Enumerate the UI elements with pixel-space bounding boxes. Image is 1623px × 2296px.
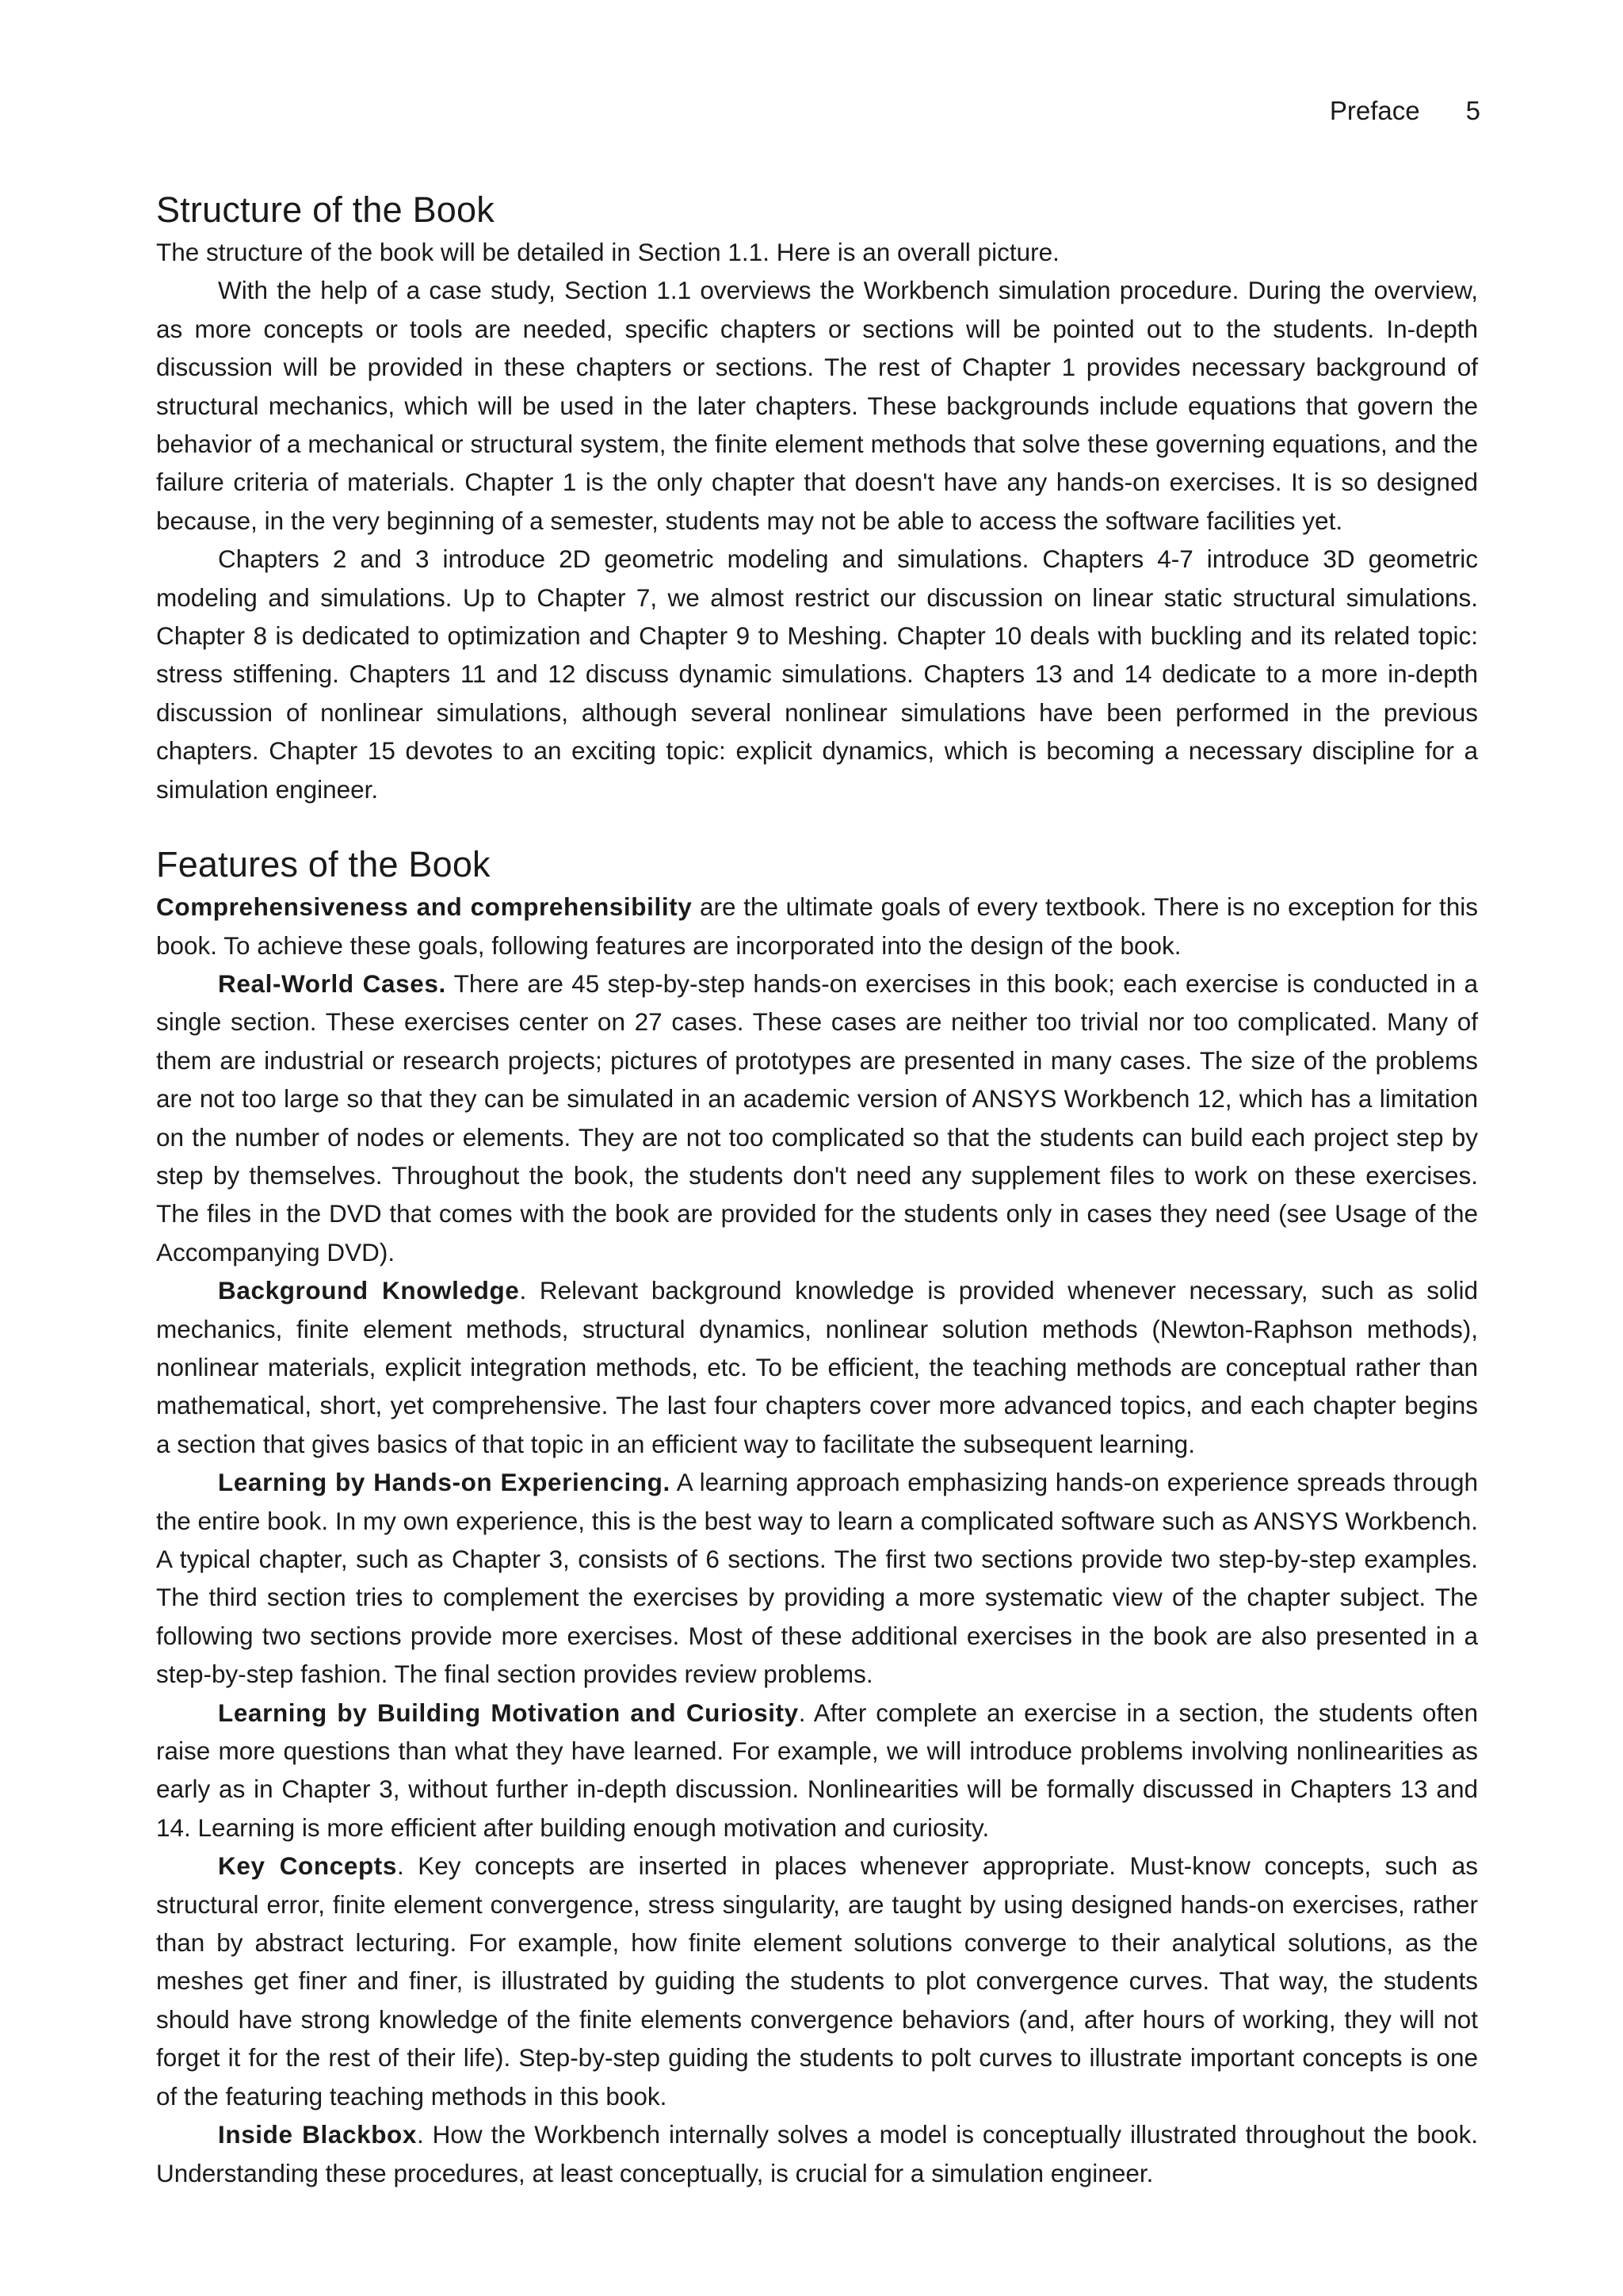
feature-keyword: Background Knowledge <box>218 1276 520 1305</box>
feature-keyword: Learning by Hands-on Experiencing. <box>218 1468 670 1497</box>
feature-text: . How the Workbench internally solves a model is conceptually illustrated throughout the book. Understanding these procedures, at least conceptually, is crucial for a simulation engineer. <box>156 2120 1478 2187</box>
features-section <box>156 842 1478 2192</box>
feature-key-concepts <box>156 1847 1478 2115</box>
feature-text: . Relevant background knowledge is provided whenever necessary, such as solid mechanics, finite element methods, structural dynamics, nonlinear solution methods (Newton-Raphson methods), nonlinear materials, explicit integration methods, etc. To be efficient, the teaching methods are conceptual rather than mathematical, short, yet comprehensive. The last four chapters cover more advanced topics, and each chapter begins a section that gives basics of that topic in an efficient way to facilitate the subsequent learning. <box>156 1276 1478 1458</box>
structure-section <box>156 187 1478 808</box>
page-content <box>156 187 1478 2192</box>
features-heading: Features of the Book <box>156 844 491 885</box>
feature-keyword: Real-World Cases. <box>218 968 446 998</box>
structure-paragraph-1: The structure of the book will be detailed in Section 1.1. Here is an overall picture. <box>156 238 1060 266</box>
structure-paragraph-3: Chapters 2 and 3 introduce 2D geometric modeling and simulations. Chapters 4-7 introduce 3D geometric modeling and simulations. Up to Chapter 7, we almost restrict our discussion on linear static structural simulations. Chapter 8 is dedicated to optimization and Chapter 9 to Meshing. Chapter 10 deals with buckling and its related topic: stress stiffening. Chapters 11 and 12 discuss dynamic simulations. Chapters 13 and 14 dedicate to a more in-depth discussion of nonlinear simulations, although several nonlinear simulations have been performed in the previous chapters. Chapter 15 devotes to an exciting topic: explicit dynamics, which is becoming a necessary discipline for a simulation engineer. <box>156 544 1478 804</box>
feature-keyword: Inside Blackbox <box>218 2120 417 2149</box>
feature-keyword: Learning by Building Motivation and Curiosity <box>218 1698 799 1727</box>
feature-motivation-curiosity <box>156 1694 1478 1847</box>
feature-real-world-cases <box>156 965 1478 1271</box>
running-head-section: Preface <box>1329 96 1420 125</box>
feature-inside-blackbox <box>156 2115 1478 2192</box>
feature-text: A learning approach emphasizing hands-on experience spreads through the entire book. In my own experience, this is the best way to learn a complicated software such as ANSYS Workbench. A typical chapter, such as Chapter 3, consists of 6 sections. The first two sections provide two step-by-step examples. The third section tries to complement the exercises by providing a more systematic view of the chapter subject. The following two sections provide more exercises. Most of these additional exercises in the book are also presented in a step-by-step fashion. The final section provides review problems. <box>156 1468 1479 1689</box>
running-head <box>1330 92 1480 130</box>
features-intro-paragraph <box>156 888 1478 965</box>
section-spacer <box>156 808 1478 842</box>
feature-text: There are 45 step-by-step hands-on exercises in this book; each exercise is conducted in a single section. These exercises center on 27 cases. These cases are neither too trivial nor too complicated. Many of them are industrial or research projects; pictures of prototypes are presented in many cases. The size of the problems are not too large so that they can be simulated in an academic version of ANSYS Workbench 12, which has a limitation on the number of nodes or elements. They are not too complicated so that the students can build each project step by step by themselves. Throughout the book, the students don't need any supplement files to work on these exercises. The files in the DVD that comes with the book are provided for the students only in cases they need (see Usage of the Accompanying DVD). <box>156 968 1478 1266</box>
features-intro-text: are the ultimate goals of every textbook. There is no exception for this book. To achieve these goals, following features are incorporated into the design of the book. <box>156 892 1478 960</box>
structure-paragraph-2: With the help of a case study, Section 1.1 overviews the Workbench simulation procedure. During the overview, as more concepts or tools are needed, specific chapters or sections will be pointed out to the students. In-depth discussion will be provided in these chapters or sections. The rest of Chapter 1 provides necessary background of structural mechanics, which will be used in the later chapters. These backgrounds include equations that govern the behavior of a mechanical or structural system, the finite element methods that solve these governing equations, and the failure criteria of materials. Chapter 1 is the only chapter that doesn't have any hands-on exercises. It is so designed because, in the very beginning of a semester, students may not be able to access the software facilities yet. <box>156 276 1478 535</box>
structure-heading: Structure of the Book <box>156 189 495 230</box>
page-number: 5 <box>1465 96 1480 125</box>
feature-background-knowledge <box>156 1271 1478 1463</box>
feature-text: . Key concepts are inserted in places whenever appropriate. Must-know concepts, such as structural error, finite element convergence, stress singularity, are taught by using designed hands-on exercises, rather than by abstract lecturing. For example, how finite element solutions converge to their analytical solutions, as the meshes get finer and finer, is illustrated by guiding the students to plot convergence curves. That way, the students should have strong knowledge of the finite elements convergence behaviors (and, after hours of working, they will not forget it for the rest of their life). Step-by-step guiding the students to polt curves to illustrate important concepts is one of the featuring teaching methods in this book. <box>156 1851 1478 2111</box>
feature-keyword: Key Concepts <box>218 1851 398 1881</box>
feature-text: . After complete an exercise in a section, the students often raise more questions than what they have learned. For example, we will introduce problems involving nonlinearities as early as in Chapter 3, without further in-depth discussion. Nonlinearities will be formally discussed in Chapters 13 and 14. Learning is more efficient after building enough motivation and curiosity. <box>156 1698 1478 1842</box>
features-intro-keyword: Comprehensiveness and comprehensibility <box>156 892 693 922</box>
feature-hands-on-experiencing <box>156 1463 1478 1693</box>
